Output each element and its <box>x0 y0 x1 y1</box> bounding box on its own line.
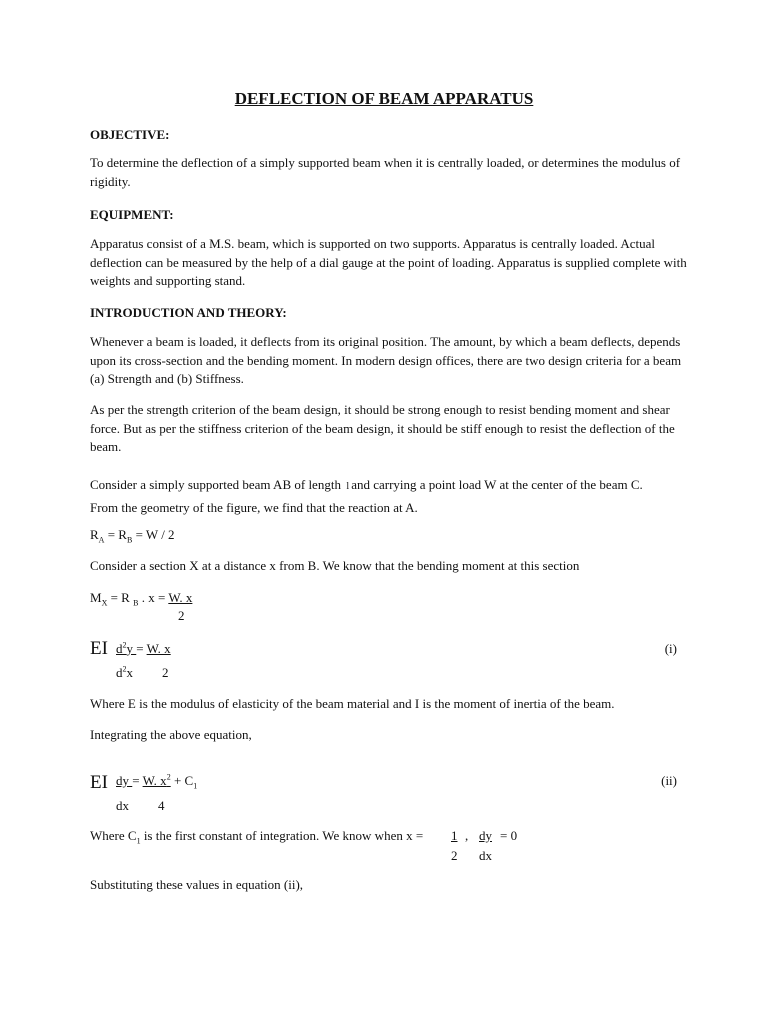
intro-paragraph-1: Whenever a beam is loaded, it deflects from its original position. The amount, by which a beam deflects, depends upon its cross-section and the bending moment. In modern design offices, there are two design criteria for a beam (a) Strength and (b) Stiffness. <box>90 334 682 386</box>
eq2-numerator: dy <box>116 773 133 788</box>
eq2-ei: EI <box>90 772 108 793</box>
eq2-plus-c: + C <box>170 773 194 788</box>
equipment-heading: EQUIPMENT: <box>90 207 174 222</box>
eq1-rhs-numerator: W. x <box>146 641 171 656</box>
eq2-c-subscript: 1 <box>193 781 198 791</box>
moment-mid: = R <box>107 590 134 605</box>
reaction-a-subscript: A <box>98 535 105 545</box>
objective-heading: OBJECTIVE: <box>90 127 170 142</box>
eq2-rhs-wx: W. x <box>142 773 167 788</box>
equipment-text: Apparatus consist of a M.S. beam, which is supported on two supports. Apparatus is centrally loaded. Actual deflection can be measured by the help of a dial gauge at the point of loading. Apparatus is supplied complete with weights and supporting stand. <box>90 236 687 288</box>
substituting-text: Substituting these values in equation (ii), <box>90 877 304 892</box>
length-symbol: l <box>346 481 350 492</box>
boundary-equals: = 0 <box>500 828 518 843</box>
moment-x-subscript: X <box>101 598 108 608</box>
objective-text: To determine the deflection of a simply supported beam when it is centrally loaded, or determines the modulus of rigidity. <box>90 155 681 189</box>
page-title: DEFLECTION OF BEAM APPARATUS <box>234 89 534 108</box>
eq1-denominator <box>116 664 133 683</box>
where-c1-line <box>90 827 423 846</box>
consider-text-a: Consider a simply supported beam AB of length <box>90 477 345 492</box>
eq1-numerator <box>116 641 136 656</box>
moment-denominator: 2 <box>178 608 185 623</box>
where-c1-b: is the first constant of integration. We know when x = <box>140 828 424 843</box>
boundary-frac2-den: dx <box>479 848 492 863</box>
moment-symbol: M <box>90 590 102 605</box>
eq2-top <box>116 772 197 791</box>
eq2-label: (ii) <box>661 773 677 788</box>
eq1-y: y <box>126 641 137 656</box>
where-c1-sub: 1 <box>136 836 141 846</box>
reaction-symbol: R <box>90 527 99 542</box>
eq2-denominator: dx <box>116 798 129 813</box>
boundary-frac1-den: 2 <box>451 848 458 863</box>
eq2-rhs-sup: 2 <box>166 772 171 782</box>
reaction-value: = W / 2 <box>132 527 175 542</box>
boundary-comma: , <box>465 828 469 843</box>
eq1-equals: = <box>136 641 147 656</box>
eq2-rhs-denominator: 4 <box>158 798 165 813</box>
reactions-equation <box>90 526 175 545</box>
consider-paragraph <box>90 474 690 518</box>
eq1-top-sup: 2 <box>122 640 127 650</box>
eq2-equals: = <box>132 773 143 788</box>
consider-text-b: and carrying a point load W at the center of the beam C. <box>351 477 643 492</box>
moment-b-subscript: B <box>133 598 139 608</box>
eq1-bot-x: x <box>126 665 133 680</box>
moment-numerator: W. x <box>168 590 193 605</box>
where-c1-a: Where C <box>90 828 137 843</box>
boundary-frac1-num: 1 <box>451 828 458 843</box>
eq1-bot-sup: 2 <box>122 664 127 674</box>
eq1-top <box>116 640 171 659</box>
eq1-label: (i) <box>664 641 677 656</box>
intro-heading: INTRODUCTION AND THEORY: <box>90 305 287 320</box>
eq1-rhs-denominator: 2 <box>162 665 169 680</box>
moment-equation <box>90 589 192 608</box>
eq1-d: d <box>116 641 123 656</box>
eq1-ei: EI <box>90 638 108 659</box>
eq1-bot-d: d <box>116 665 123 680</box>
intro-paragraph-2: As per the strength criterion of the beam design, it should be strong enough to resist bending moment and shear force. But as per the stiffness criterion of the beam design, it should be stiff enough to resist the deflection of the beam. <box>90 402 675 454</box>
eq2-rhs-numerator <box>143 773 171 788</box>
reaction-b-subscript: B <box>126 535 133 545</box>
reaction-equals: = R <box>104 527 127 542</box>
integrating-text: Integrating the above equation, <box>90 727 252 742</box>
where-e-text: Where E is the modulus of elasticity of the beam material and I is the moment of inertia of the beam. <box>90 696 615 711</box>
moment-mid2: . x = <box>138 590 169 605</box>
boundary-frac2-num: dy <box>479 828 492 843</box>
geometry-text: From the geometry of the figure, we find that the reaction at A. <box>90 500 418 515</box>
section-text: Consider a section X at a distance x from B. We know that the bending moment at this section <box>90 558 580 573</box>
